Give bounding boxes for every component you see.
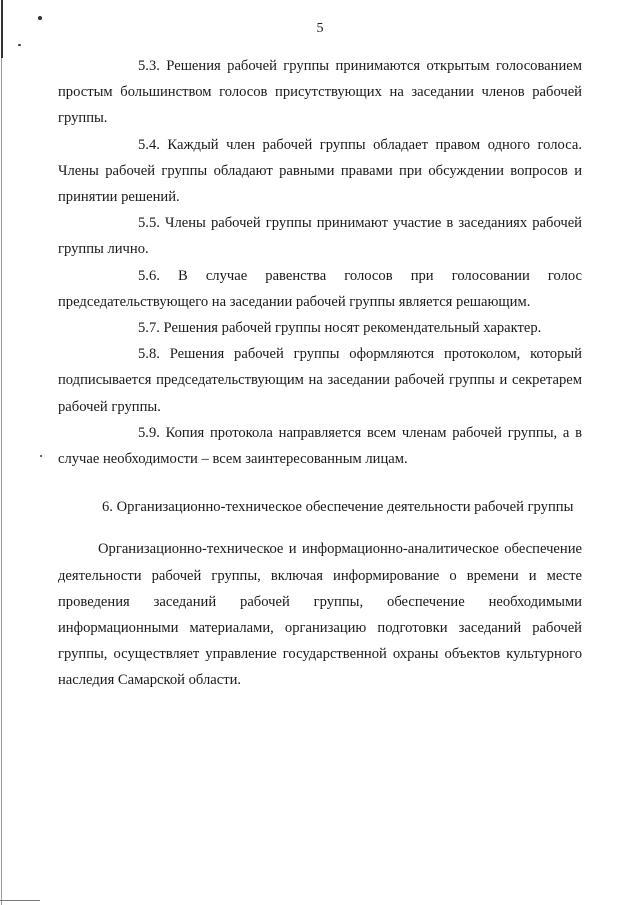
paragraph-5-4 bbox=[58, 132, 582, 211]
section-title: Организационно-техническое обеспечение деятельности рабочей группы bbox=[116, 499, 574, 516]
paragraph-text: Решения рабочей группы оформляются протоколом, который подписывается председательствующим на заседании рабочей группы и секретарем рабочей группы. bbox=[58, 346, 582, 415]
document-body bbox=[58, 53, 582, 694]
paragraph-text: Решения рабочей группы принимаются открытым голосованием простым большинством голосов присутствующих на заседании членов рабочей группы. bbox=[58, 58, 582, 127]
paragraph-5-5 bbox=[58, 210, 582, 262]
paragraph-5-3 bbox=[58, 53, 582, 132]
scan-speck bbox=[38, 16, 42, 20]
page-number: 5 bbox=[316, 21, 324, 36]
paragraph-number: 5.5. bbox=[138, 215, 160, 232]
scan-edge-line bbox=[1, 0, 2, 905]
paragraph-5-9 bbox=[58, 420, 582, 472]
section-number: 6. bbox=[102, 499, 113, 516]
paragraph-text: Члены рабочей группы принимают участие в заседаниях рабочей группы лично. bbox=[58, 215, 582, 258]
paragraph-5-7 bbox=[58, 315, 582, 341]
paragraph-number: 5.4. bbox=[138, 136, 160, 153]
paragraph-text: Решения рабочей группы носят рекомендательный характер. bbox=[163, 320, 542, 337]
scan-bottom-line bbox=[0, 900, 40, 901]
paragraph-text: Копия протокола направляется всем членам рабочей группы, а в случае необходимости – всем заинтересованным лицам. bbox=[58, 424, 582, 468]
scan-speck bbox=[18, 44, 21, 46]
section-heading bbox=[58, 494, 582, 520]
scan-speck bbox=[40, 455, 42, 457]
paragraph-number: 5.8. bbox=[138, 346, 160, 363]
paragraph-number: 5.7. bbox=[138, 320, 160, 337]
paragraph-5-6 bbox=[58, 263, 582, 315]
paragraph-text: В случае равенства голосов при голосовании голос председательствующего на заседании рабочей группы является решающим. bbox=[58, 267, 582, 310]
paragraph-number: 5.3. bbox=[138, 58, 160, 74]
paragraph-number: 5.9. bbox=[138, 424, 160, 441]
section-body: Организационно-техническое и информационно-аналитическое обеспечение деятельности рабочей группы, включая информирование о времени и месте проведения заседаний рабочей группы, обеспечение необходимыми информационными материалами, организацию подготовки заседаний рабочей группы, осуществляет управление государственной охраны объектов культурного наследия Самарской области. bbox=[58, 541, 582, 689]
paragraph-number: 5.6. bbox=[138, 267, 160, 284]
paragraph-5-8 bbox=[58, 341, 582, 420]
paragraph-text: Каждый член рабочей группы обладает правом одного голоса. Члены рабочей группы обладают равными правами при обсуждении вопросов и принятии решений. bbox=[58, 136, 582, 206]
